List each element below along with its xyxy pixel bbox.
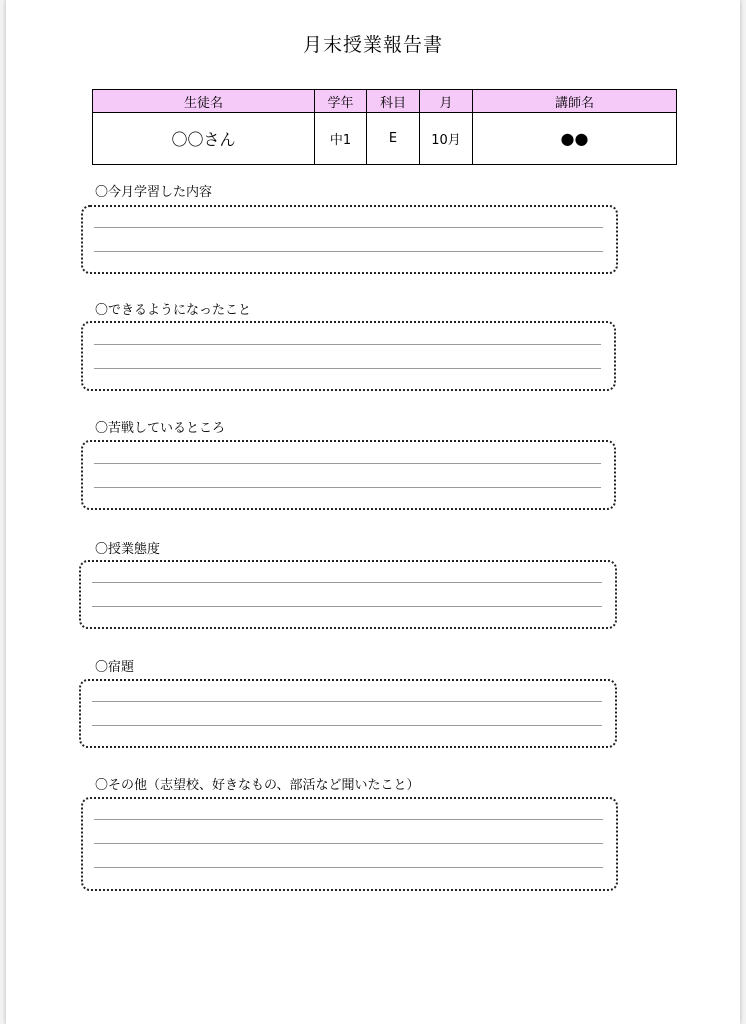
section-label-struggles: 〇苦戦しているところ [95,421,226,436]
section-box-homework[interactable] [79,679,617,748]
writing-line [94,463,601,464]
writing-line [92,701,602,702]
writing-line [94,368,601,369]
section-box-learned[interactable] [81,205,618,274]
writing-line [94,487,601,488]
writing-line [92,606,602,607]
month-cell[interactable]: 10月 [420,113,473,165]
grade-cell[interactable]: 中1 [315,113,367,165]
writing-line [92,725,602,726]
subject-cell[interactable]: E [367,113,420,165]
writing-line [94,819,603,820]
section-box-struggles[interactable] [81,440,616,510]
section-label-attitude: 〇授業態度 [95,542,161,557]
section-label-achievements: 〇できるようになったこと [95,303,252,318]
writing-line [94,867,603,868]
section-label-homework: 〇宿題 [95,660,135,675]
writing-line [94,344,601,345]
header-subject: 科目 [367,90,420,113]
table-value-row [93,113,677,165]
student-info-table [92,89,677,165]
section-box-other[interactable] [81,797,618,891]
section-box-achievements[interactable] [81,321,616,391]
student-name-cell[interactable]: 〇〇さん [93,113,315,165]
writing-line [94,227,603,228]
table-header-row [93,90,677,113]
writing-line [92,582,602,583]
section-label-learned: 〇今月学習した内容 [95,185,213,200]
section-label-other: 〇その他（志望校、好きなもの、部活など聞いたこと） [95,778,420,793]
header-month: 月 [420,90,473,113]
page-title: 月末授業報告書 [302,34,443,56]
section-box-attitude[interactable] [79,560,617,629]
writing-line [94,251,603,252]
header-student-name: 生徒名 [93,90,315,113]
writing-line [94,843,603,844]
header-grade: 学年 [315,90,367,113]
teacher-name-cell[interactable]: ●● [473,113,677,165]
header-teacher-name: 講師名 [473,90,677,113]
